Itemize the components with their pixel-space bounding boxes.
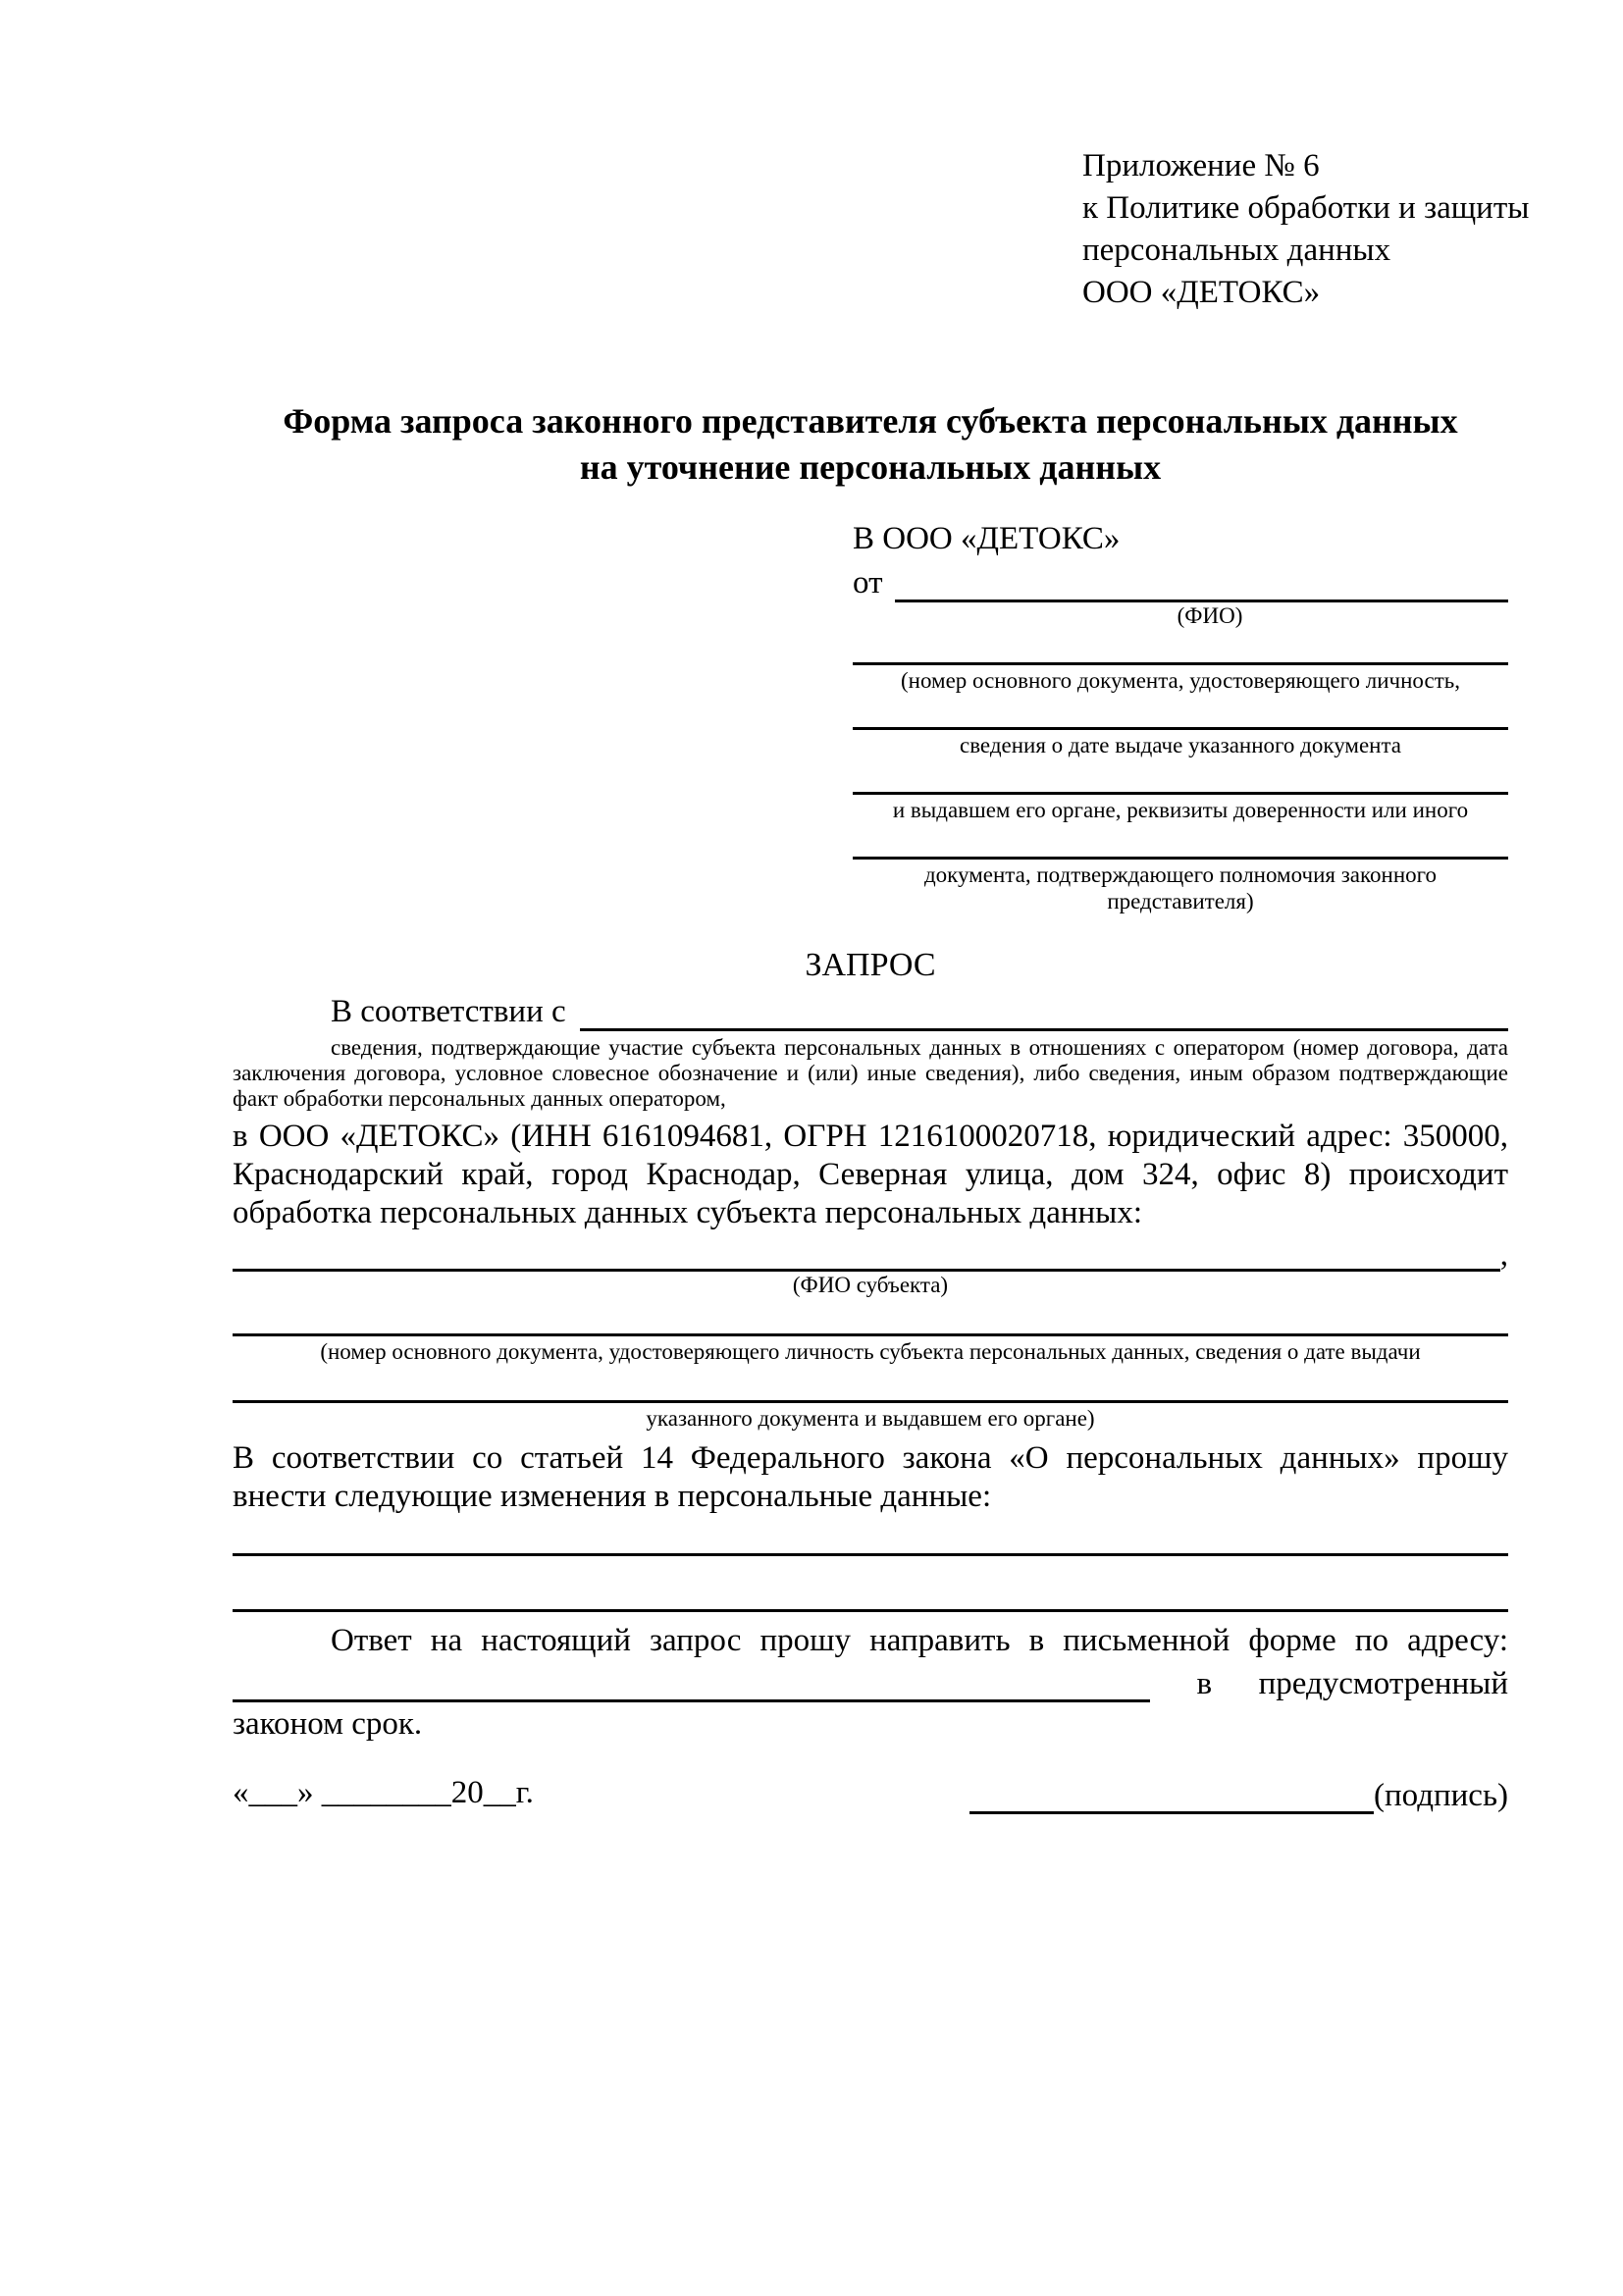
footnote-text: сведения, подтверждающие участие субъекта персональных данных в отношениях с оператором (номер договора, дата заключения договора, условное словесное обозначение и (или) иные сведения), либо сведения, иным образом подтверждающие факт обработки персональных данных оператором,: [233, 1035, 1508, 1111]
appendix-note-line-1: Приложение № 6: [1082, 148, 1320, 183]
fio-caption: (ФИО): [1177, 603, 1243, 628]
answer-address-row: [233, 1661, 1508, 1702]
trailing-comma: ,: [1499, 1237, 1508, 1273]
document-title-line-1: Форма запроса законного представителя субъекта персональных данных: [283, 401, 1458, 441]
answer-paragraph-line-3: законом срок.: [233, 1706, 423, 1742]
appendix-note-line-4: ООО «ДЕТОКС»: [1082, 275, 1321, 310]
from-blank-line: [895, 564, 1509, 602]
subject-doc-caption-1: (номер основного документа, удостоверяющего личность субъекта персональных данных, сведения о дате выдачи: [320, 1339, 1421, 1364]
addressee-block: [853, 516, 1508, 914]
appendix-note-line-3: персональных данных: [1082, 233, 1391, 268]
issuing-authority-group: [853, 758, 1508, 823]
subject-doc-caption-2: указанного документа и выдавшем его органе): [646, 1406, 1095, 1431]
subject-doc-group-1: [233, 1298, 1508, 1365]
blank-line: [853, 629, 1508, 665]
blank-line: [233, 1365, 1508, 1403]
doc-number-caption: (номер основного документа, удостоверяющего личность,: [900, 668, 1460, 693]
subject-fio-row: [233, 1232, 1508, 1272]
answer-paragraph-line-1: Ответ на настоящий запрос прошу направить в письменной форме по адресу:: [331, 1623, 1508, 1658]
operator-paragraph: в ООО «ДЕТОКС» (ИНН 6161094681, ОГРН 1216100020718, юридический адрес: 350000, Краснодарский край, город Краснодар, Северная улица, дом 324, офис 8) происходит обработка персональных данных субъекта персональных данных:: [233, 1119, 1508, 1230]
footer-row: [233, 1771, 1508, 1814]
addressee-from-row: [853, 561, 1508, 602]
from-label: от: [853, 565, 883, 600]
issuing-authority-caption: и выдавшем его органе, реквизиты доверенности или иного: [892, 798, 1469, 822]
subject-doc-group-2: [233, 1365, 1508, 1432]
issue-date-caption: сведения о дате выдаче указанного документа: [959, 733, 1402, 757]
representative-doc-group: [853, 629, 1508, 694]
answer-word-predusmotrenny: предусмотренный: [1258, 1666, 1508, 1701]
accordance-label: В соответствии с: [331, 994, 566, 1029]
answer-word-v: в: [1196, 1666, 1213, 1701]
blank-line: [233, 1298, 1508, 1336]
request-heading: ЗАПРОС: [805, 947, 936, 983]
signature-caption: (подпись): [1374, 1778, 1508, 1813]
addressee-to: В ООО «ДЕТОКС»: [853, 521, 1121, 556]
appendix-note-line-2: к Политике обработки и защиты: [1082, 190, 1530, 226]
article-paragraph: В соответствии со статьей 14 Федерального закона «О персональных данных» прошу внести следующие изменения в персональные данные:: [233, 1440, 1508, 1514]
accordance-blank-line: [580, 993, 1508, 1031]
blank-line: [853, 694, 1508, 730]
date-field: «___» ________20__г.: [233, 1775, 534, 1810]
page-content: [233, 0, 1530, 1814]
blank-line: [853, 823, 1508, 860]
accordance-row: [233, 988, 1508, 1031]
document-title: [233, 398, 1508, 491]
answer-address-blank-line: [233, 1664, 1150, 1702]
issue-date-group: [853, 694, 1508, 758]
appendix-note: [1082, 145, 1530, 314]
signature-blank-line: [969, 1776, 1374, 1814]
signature-group: [969, 1776, 1508, 1814]
power-of-attorney-group: [853, 823, 1508, 914]
changes-blank-line-2: [233, 1556, 1508, 1612]
power-of-attorney-caption: документа, подтверждающего полномочия законного представителя): [923, 862, 1437, 913]
subject-fio-blank-line: [233, 1233, 1500, 1272]
document-title-line-2: на уточнение персональных данных: [579, 447, 1162, 487]
subject-fio-caption: (ФИО субъекта): [792, 1273, 949, 1297]
blank-line: [853, 758, 1508, 795]
changes-blank-line-1: [233, 1516, 1508, 1556]
